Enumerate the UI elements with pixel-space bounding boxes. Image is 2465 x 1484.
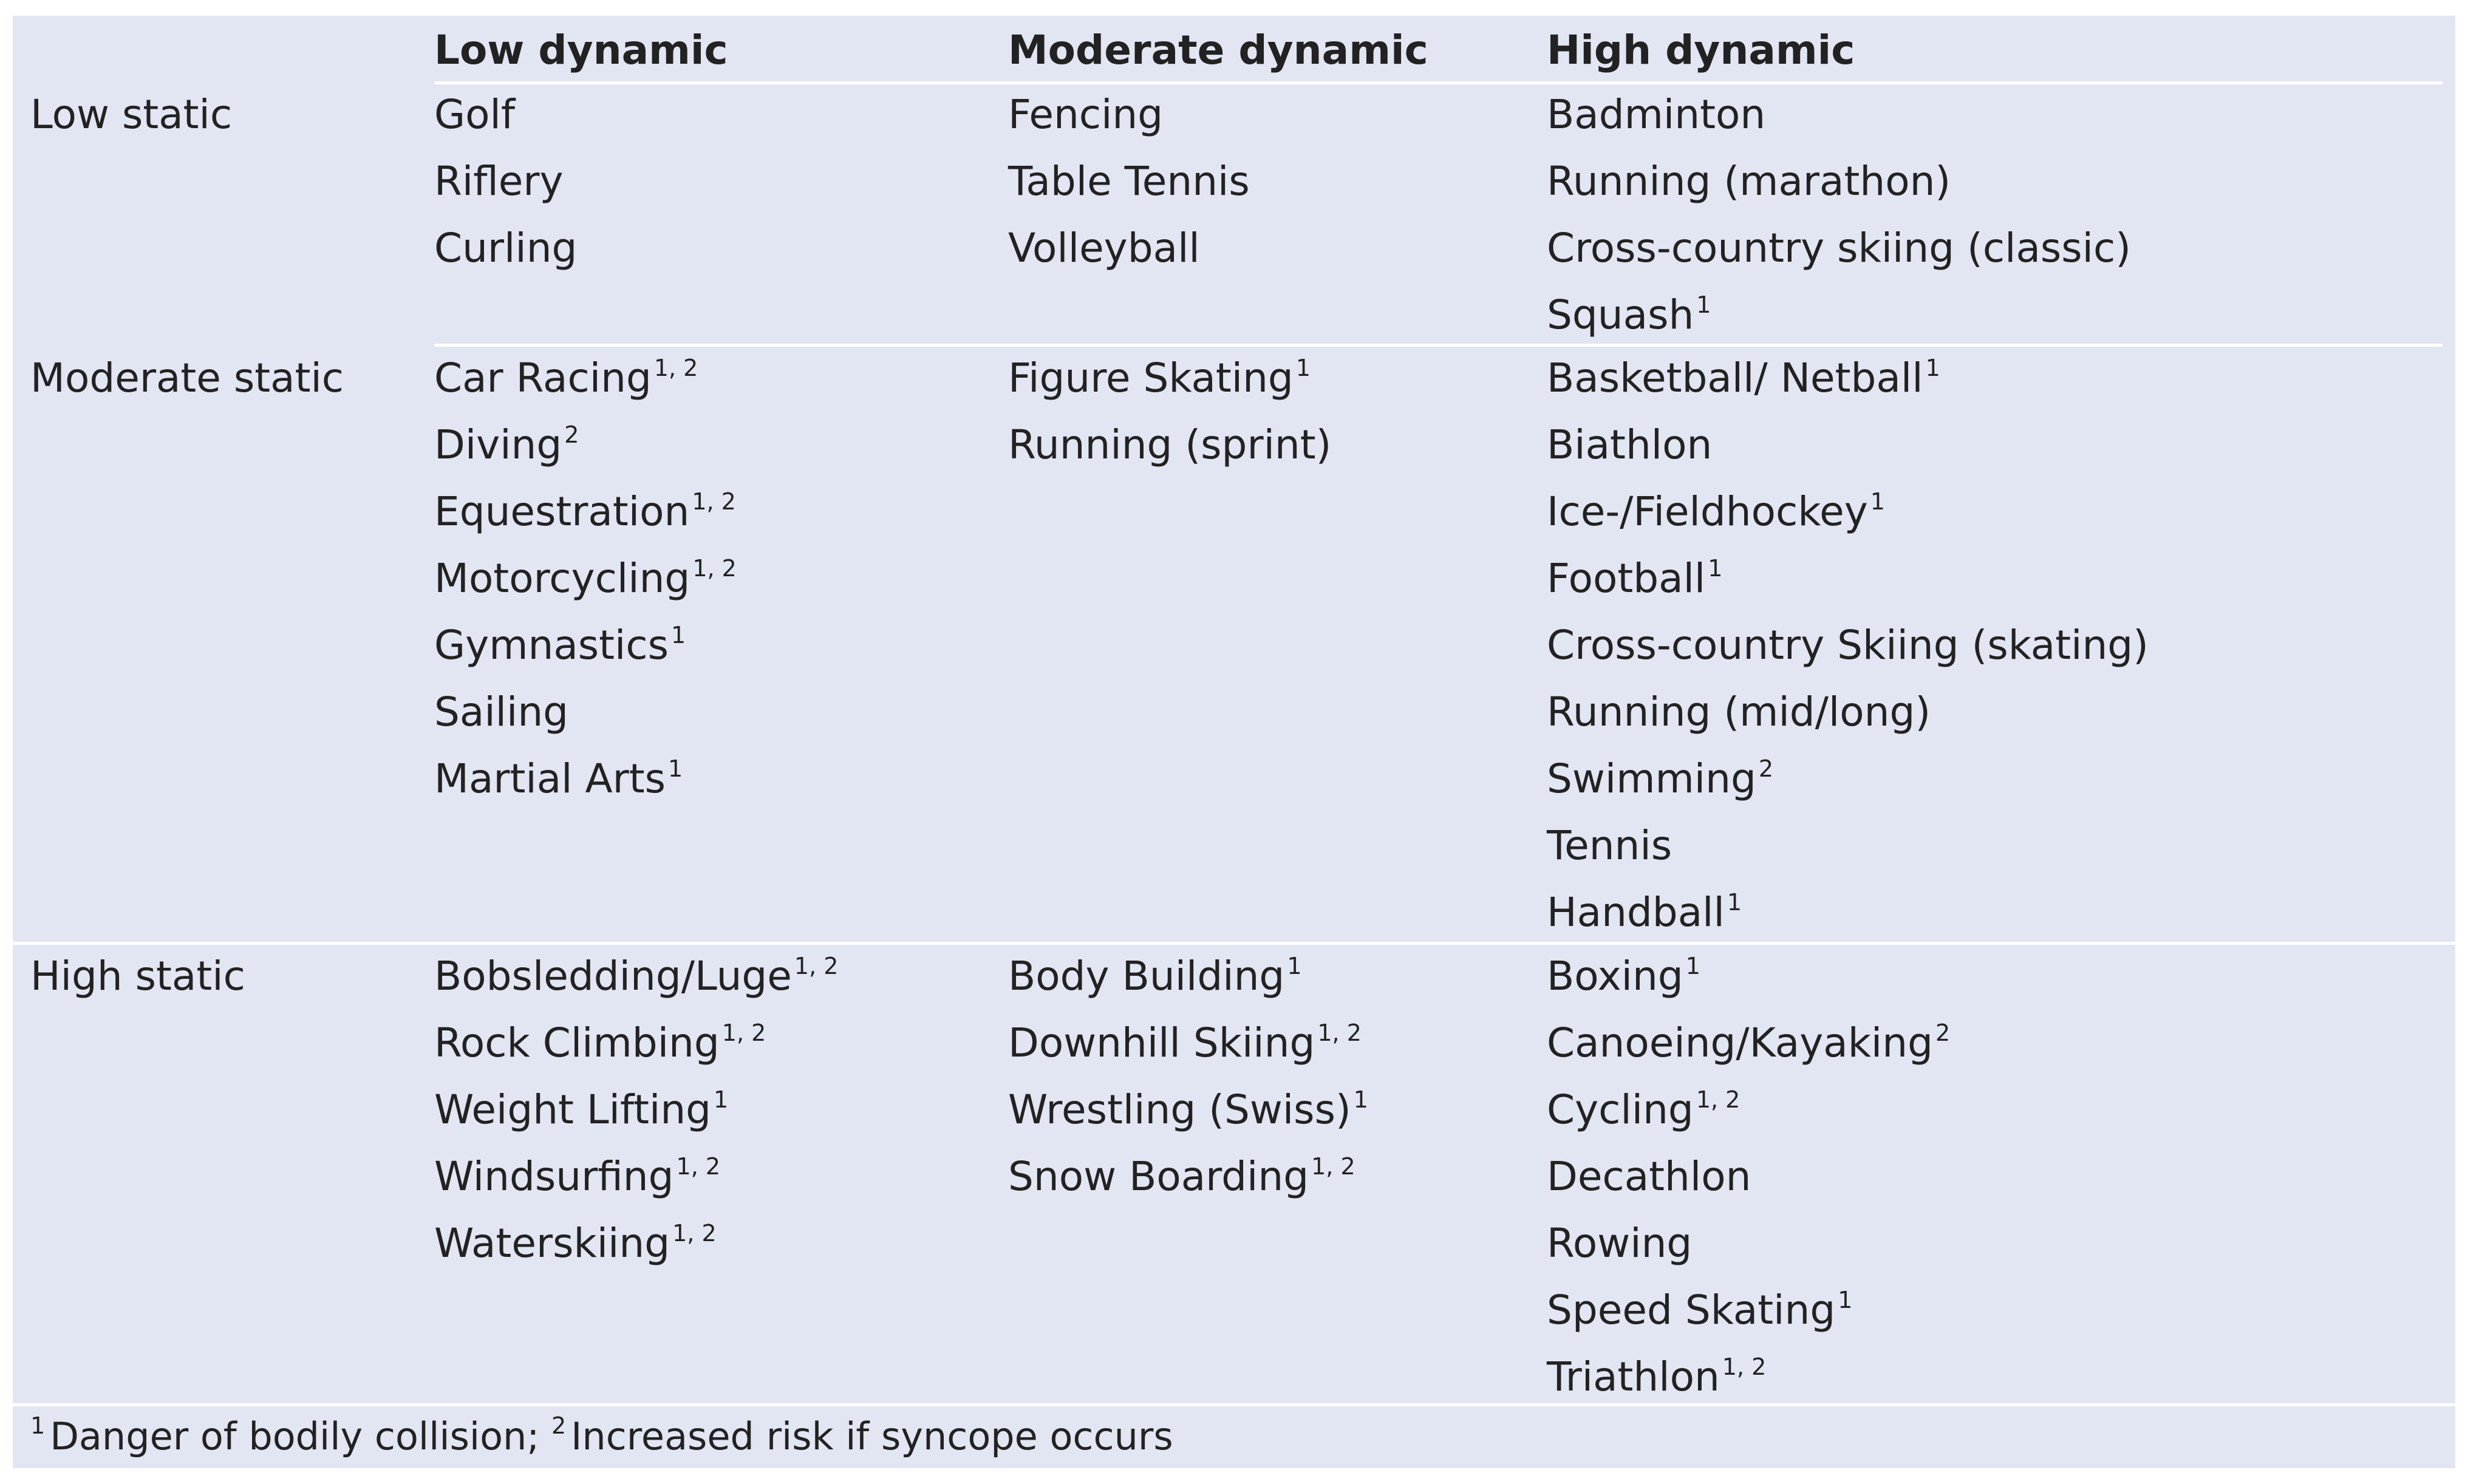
sport-name: Decathlon	[1547, 1153, 1751, 1200]
sport-name: Running (mid/long)	[1547, 689, 1931, 735]
sport-name: Canoeing/Kayaking	[1547, 1019, 1933, 1066]
sport-name: Figure Skating	[1008, 355, 1294, 401]
footnote-reference: 1	[1696, 291, 1711, 318]
sport-name: Swimming	[1547, 755, 1756, 802]
sport-entry	[1547, 349, 2149, 416]
footnote-reference: 2	[1935, 1019, 1951, 1046]
sport-entry	[1008, 1081, 1368, 1148]
sport-name: Golf	[434, 91, 516, 138]
sport-entry	[1547, 219, 2131, 286]
column-header-low-dynamic: Low dynamic	[434, 27, 728, 73]
footnote-reference: 1, 2	[1317, 1019, 1362, 1046]
cell-moderate-static-moderate-dynamic	[1008, 349, 1331, 483]
sport-name: Triathlon	[1547, 1353, 1720, 1400]
sport-entry	[1008, 947, 1368, 1014]
footnote-reference: 1	[671, 622, 686, 648]
sport-entry	[1547, 683, 2149, 750]
sport-name: Gymnastics	[434, 622, 669, 669]
sport-name: Car Racing	[434, 355, 652, 401]
sport-name: Windsurfing	[434, 1153, 674, 1200]
footnote-reference: 1	[1295, 355, 1311, 381]
cell-moderate-static-high-dynamic	[1547, 349, 2149, 950]
sport-entry	[434, 1014, 838, 1081]
sport-name: Rowing	[1547, 1220, 1693, 1267]
cell-low-static-low-dynamic	[434, 86, 577, 286]
cell-low-static-high-dynamic	[1547, 86, 2131, 353]
row-label-low-static: Low static	[30, 91, 233, 138]
sport-entry	[1547, 1281, 1950, 1348]
cell-high-static-moderate-dynamic	[1008, 947, 1368, 1214]
footnote-reference: 1, 2	[721, 1019, 766, 1046]
row-label-high-static: High static	[30, 953, 245, 999]
footnote-reference: 1	[1925, 355, 1940, 381]
sport-name: Running (marathon)	[1547, 158, 1951, 205]
cell-moderate-static-low-dynamic	[434, 349, 737, 817]
sport-entry	[1547, 1214, 1950, 1281]
footnote-mark-1: 1	[30, 1412, 46, 1439]
sport-entry	[1547, 550, 2149, 616]
sport-entry	[1547, 286, 2131, 353]
sport-name: Diving	[434, 421, 562, 468]
footnote-reference: 1	[1708, 555, 1723, 582]
sport-entry	[1008, 86, 1250, 152]
sport-entry	[1547, 616, 2149, 683]
cell-high-static-high-dynamic	[1547, 947, 1950, 1415]
footnote-reference: 1, 2	[1311, 1153, 1355, 1180]
column-header-moderate-dynamic: Moderate dynamic	[1008, 27, 1428, 73]
row-rule-1	[434, 344, 2443, 347]
footnote-reference: 1	[1685, 953, 1700, 979]
sport-entry	[1547, 1081, 1950, 1148]
sport-entry	[434, 1081, 838, 1148]
sport-name: Volleyball	[1008, 225, 1200, 271]
header-rule	[434, 81, 2443, 84]
footnote-reference: 1	[1727, 889, 1742, 916]
sport-entry	[1008, 219, 1250, 286]
sport-name: Running (sprint)	[1008, 421, 1332, 468]
sport-name: Fencing	[1008, 91, 1164, 138]
sport-entry	[1008, 152, 1250, 219]
footnote-mark-2: 2	[551, 1412, 567, 1439]
sport-entry	[434, 947, 838, 1014]
sport-name: Equestration	[434, 488, 690, 535]
sport-entry	[1008, 416, 1331, 483]
row-label-moderate-static: Moderate static	[30, 355, 344, 401]
footnote-reference: 1	[1838, 1287, 1853, 1313]
sport-entry	[1547, 483, 2149, 550]
footnote-text-2: Increased risk if syncope occurs	[571, 1414, 1173, 1458]
sport-name: Tennis	[1547, 822, 1672, 869]
footnote-reference: 1, 2	[1696, 1086, 1741, 1113]
sport-entry	[434, 616, 737, 683]
footnote-reference: 1	[714, 1086, 729, 1113]
footnote-reference: 1, 2	[653, 355, 698, 381]
footnote-text-1: Danger of bodily collision;	[50, 1414, 540, 1458]
sport-entry	[434, 550, 737, 616]
cell-high-static-low-dynamic	[434, 947, 838, 1281]
sport-entry	[1547, 1014, 1950, 1081]
sport-name: Weight Lifting	[434, 1086, 712, 1133]
footnote-reference: 1	[1353, 1086, 1368, 1113]
sport-entry	[1008, 1148, 1368, 1214]
sport-name: Biathlon	[1547, 421, 1713, 468]
sport-entry	[1547, 750, 2149, 817]
sport-entry	[1547, 817, 2149, 883]
sport-entry	[434, 683, 737, 750]
sport-entry	[434, 86, 577, 152]
sport-name: Speed Skating	[1547, 1287, 1836, 1333]
footnote-reference: 1	[1287, 953, 1302, 979]
sport-name: Motorcycling	[434, 555, 690, 602]
footnote	[30, 1407, 1173, 1471]
sport-name: Cross-country Skiing (skating)	[1547, 622, 2149, 669]
sport-entry	[1547, 86, 2131, 152]
sport-entry	[434, 1148, 838, 1214]
sport-entry	[434, 1214, 838, 1281]
footnote-reference: 1, 2	[794, 953, 839, 979]
sport-entry	[1547, 1348, 1950, 1415]
sport-name: Downhill Skiing	[1008, 1019, 1315, 1066]
sport-name: Martial Arts	[434, 755, 666, 802]
footnote-reference: 1, 2	[692, 488, 736, 515]
sport-entry	[434, 483, 737, 550]
cell-low-static-moderate-dynamic	[1008, 86, 1250, 286]
sport-entry	[1547, 883, 2149, 950]
sport-entry	[434, 349, 737, 416]
sport-entry	[1547, 947, 1950, 1014]
sport-name: Riflery	[434, 158, 564, 205]
sport-name: Body Building	[1008, 953, 1285, 999]
sport-name: Cross-country skiing (classic)	[1547, 225, 2132, 271]
sport-entry	[434, 152, 577, 219]
footnote-reference: 1	[668, 755, 683, 782]
sport-name: Handball	[1547, 889, 1725, 936]
sport-entry	[434, 219, 577, 286]
sport-name: Sailing	[434, 689, 569, 735]
footnote-reference: 1, 2	[672, 1220, 717, 1247]
footnote-reference: 2	[564, 421, 579, 448]
sport-name: Football	[1547, 555, 1706, 602]
footnote-rule	[13, 1403, 2455, 1406]
footnote-reference: 2	[1758, 755, 1774, 782]
sport-entry	[1547, 152, 2131, 219]
sport-name: Wrestling (Swiss)	[1008, 1086, 1351, 1133]
sport-entry	[1008, 349, 1331, 416]
sport-name: Ice-/Fieldhockey	[1547, 488, 1868, 535]
footnote-reference: 1, 2	[1722, 1353, 1767, 1380]
footnote-reference: 1, 2	[676, 1153, 721, 1180]
sport-name: Cycling	[1547, 1086, 1694, 1133]
sport-name: Basketball/ Netball	[1547, 355, 1923, 401]
footnote-reference: 1	[1870, 488, 1885, 515]
sport-entry	[1547, 1148, 1950, 1214]
sport-name: Table Tennis	[1008, 158, 1250, 205]
sport-name: Boxing	[1547, 953, 1683, 999]
sport-entry	[434, 750, 737, 817]
footnote-reference: 1, 2	[692, 555, 737, 582]
column-header-high-dynamic: High dynamic	[1547, 27, 1855, 73]
sport-name: Rock Climbing	[434, 1019, 720, 1066]
sport-name: Badminton	[1547, 91, 1766, 138]
sport-name: Waterskiing	[434, 1220, 670, 1267]
sport-name: Snow Boarding	[1008, 1153, 1309, 1200]
sport-name: Curling	[434, 225, 578, 271]
sport-entry	[434, 416, 737, 483]
sport-entry	[1547, 416, 2149, 483]
sport-name: Squash	[1547, 291, 1694, 338]
sport-entry	[1008, 1014, 1368, 1081]
sport-name: Bobsledding/Luge	[434, 953, 792, 999]
